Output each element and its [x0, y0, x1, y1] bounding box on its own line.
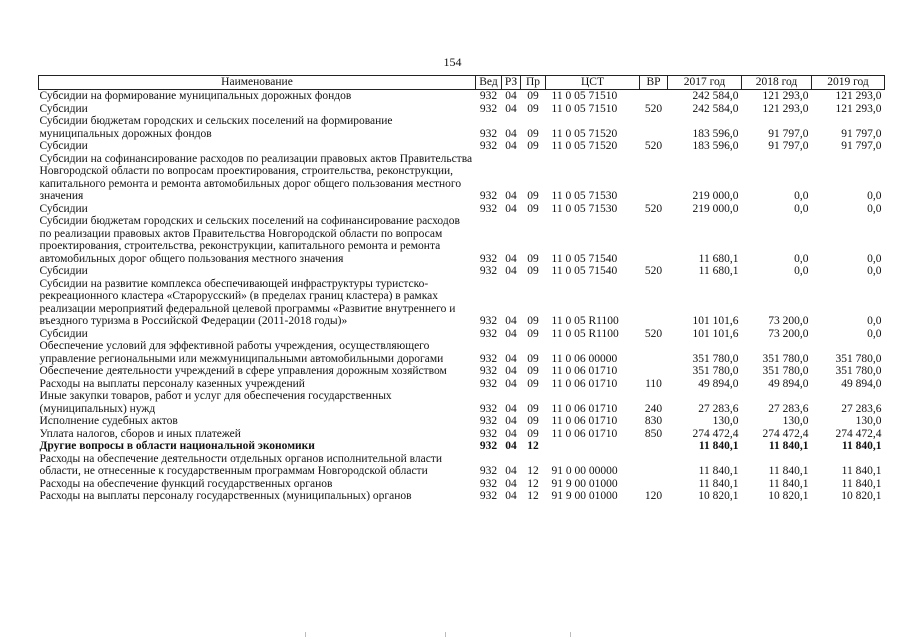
cell-2017: 11 680,1 — [698, 265, 739, 277]
cell-cst: 11 0 05 71530 — [551, 190, 618, 202]
table-row — [39, 453, 885, 478]
cell-pr: 09 — [527, 202, 539, 215]
cell-pr: 09 — [527, 365, 539, 377]
cell-vr: 240 — [644, 402, 663, 415]
table-row — [39, 265, 885, 278]
table-row — [39, 365, 885, 378]
cell-rz: 04 — [505, 127, 517, 140]
cell-2019: 0,0 — [867, 315, 882, 327]
cell-ved: 932 — [479, 477, 498, 490]
cell-cst: 11 0 05 71540 — [551, 252, 618, 265]
cell-vr — [640, 278, 668, 328]
cell-name: Субсидии бюджетам городских и сельских поселений на софинансирование расходов по реализации правовых актов Правительства Новгородской области по вопросам проектирования, строительства, реконструкции, капитального ремонта и ремонта автомобильных дорог общего пользования местного значения — [39, 215, 460, 265]
cell-vr: 520 — [644, 327, 663, 340]
cell-2017: 27 283,6 — [698, 402, 739, 415]
cell-ved: 932 — [479, 102, 498, 115]
table-row — [39, 140, 885, 153]
cell-2019: 121 293,0 — [835, 102, 882, 115]
cell-vr: 850 — [644, 427, 663, 440]
table-row — [39, 340, 885, 365]
cell-ved: 932 — [479, 427, 498, 440]
cell-2019: 130,0 — [855, 415, 882, 427]
cell-cst: 11 0 05 R1100 — [551, 327, 619, 340]
cell-ved: 932 — [479, 415, 498, 427]
cell-name: Расходы на выплаты персоналу государственных (муниципальных) органов — [39, 490, 412, 502]
table-row — [39, 215, 885, 265]
cell-rz: 04 — [505, 265, 517, 277]
cell-2018: 121 293,0 — [762, 90, 809, 102]
cell-vr: 520 — [644, 140, 663, 152]
column-header-ved: Вед — [476, 76, 502, 90]
cell-pr: 09 — [527, 140, 539, 152]
cell-pr: 09 — [527, 377, 539, 390]
cell-2017: 11 680,1 — [698, 252, 739, 265]
cell-2017: 219 000,0 — [692, 202, 739, 215]
cell-vr — [640, 340, 668, 365]
cell-2018: 91 797,0 — [768, 140, 809, 152]
cell-2017: 183 596,0 — [692, 140, 739, 152]
cell-pr: 12 — [527, 440, 539, 452]
cell-cst: 11 0 06 00000 — [551, 352, 618, 365]
cell-2019: 0,0 — [867, 202, 882, 215]
cell-name: Исполнение судебных актов — [39, 415, 178, 427]
column-header-rz: РЗ — [502, 76, 521, 90]
cell-2018: 73 200,0 — [768, 315, 809, 327]
table-row — [39, 490, 885, 503]
cell-2019: 11 840,1 — [841, 477, 882, 490]
cell-name: Субсидии — [39, 202, 88, 215]
cell-pr: 09 — [527, 127, 539, 140]
cell-name: Иные закупки товаров, работ и услуг для обеспечения государственных (муниципальных) нужд — [39, 390, 392, 415]
cell-vr — [640, 365, 668, 378]
cell-name: Обеспечение деятельности учреждений в сфере управления дорожным хозяйством — [39, 365, 447, 377]
table-row — [39, 478, 885, 491]
cell-2017: 10 820,1 — [698, 490, 739, 502]
cell-2019: 0,0 — [867, 190, 882, 202]
cell-rz: 04 — [505, 327, 517, 340]
column-header-cst: ЦСТ — [546, 76, 640, 90]
cell-vr: 520 — [644, 102, 663, 115]
cell-ved: 932 — [479, 252, 498, 265]
cell-vr: 520 — [644, 265, 663, 277]
cell-2018: 130,0 — [782, 415, 809, 427]
column-header-pr: Пр — [521, 76, 546, 90]
cell-2018: 351 780,0 — [762, 365, 809, 377]
column-header-name: Наименование — [39, 76, 476, 90]
cell-2017: 11 840,1 — [698, 477, 739, 490]
cell-2019: 10 820,1 — [841, 490, 882, 502]
cell-ved: 932 — [479, 402, 498, 415]
cell-2019: 0,0 — [867, 252, 882, 265]
cell-2019: 91 797,0 — [841, 127, 882, 140]
cell-name: Субсидии — [39, 327, 88, 340]
table-row — [39, 90, 885, 103]
cell-vr — [640, 153, 668, 203]
cell-pr: 09 — [527, 352, 539, 365]
cell-rz: 04 — [505, 252, 517, 265]
cell-pr: 12 — [527, 465, 539, 477]
cell-rz: 04 — [505, 490, 517, 502]
cell-2019: 91 797,0 — [841, 140, 882, 152]
column-header-2019: 2019 год — [812, 76, 885, 90]
cell-name: Расходы на обеспечение функций государственных органов — [39, 477, 333, 490]
cell-2017: 351 780,0 — [692, 352, 739, 365]
cell-2019: 0,0 — [867, 265, 882, 277]
cell-name: Расходы на выплаты персоналу казенных учреждений — [39, 377, 305, 390]
cell-2018: 274 472,4 — [762, 427, 809, 440]
cell-name: Субсидии на формирование муниципальных дорожных фондов — [39, 90, 352, 102]
cell-pr: 09 — [527, 190, 539, 202]
cell-cst: 91 9 00 01000 — [551, 477, 618, 490]
cell-vr — [640, 215, 668, 265]
cell-ved: 932 — [479, 202, 498, 215]
cell-cst: 11 0 05 71540 — [551, 265, 618, 277]
cell-2019: 274 472,4 — [835, 427, 882, 440]
cell-pr: 09 — [527, 415, 539, 427]
cell-rz: 04 — [505, 402, 517, 415]
cell-rz: 04 — [505, 202, 517, 215]
cell-2018: 351 780,0 — [762, 352, 809, 365]
cell-2019: 351 780,0 — [835, 352, 882, 365]
cell-vr — [640, 453, 668, 478]
cell-2019: 11 840,1 — [841, 465, 882, 477]
cell-2017: 274 472,4 — [692, 427, 739, 440]
cell-pr: 12 — [527, 490, 539, 502]
cell-ved: 932 — [479, 465, 498, 477]
cell-2018: 0,0 — [794, 202, 809, 215]
cell-2018: 121 293,0 — [762, 102, 809, 115]
cell-ved: 932 — [479, 352, 498, 365]
cell-2019: 11 840,1 — [841, 440, 882, 452]
cell-rz: 04 — [505, 365, 517, 377]
cell-vr: 120 — [644, 490, 663, 502]
cell-cst: 91 0 00 00000 — [551, 465, 618, 477]
cell-2018: 73 200,0 — [768, 327, 809, 340]
cell-2017: 101 101,6 — [692, 327, 739, 340]
cell-2018: 11 840,1 — [768, 440, 809, 452]
cell-rz: 04 — [505, 465, 517, 477]
cell-cst: 11 0 06 01710 — [551, 415, 618, 427]
cell-2019: 27 283,6 — [841, 402, 882, 415]
cell-pr: 09 — [527, 102, 539, 115]
cell-pr: 09 — [527, 265, 539, 277]
cell-2018: 0,0 — [794, 265, 809, 277]
cell-name: Расходы на обеспечение деятельности отдельных органов исполнительной власти области, не отнесенные к государственным программам Новгородской области — [39, 452, 443, 477]
table-row — [39, 415, 885, 428]
cell-pr: 09 — [527, 90, 539, 102]
cell-rz: 04 — [505, 140, 517, 152]
cell-2018: 11 840,1 — [768, 465, 809, 477]
cell-cst: 11 0 06 01710 — [551, 365, 618, 377]
cell-rz: 04 — [505, 190, 517, 202]
cell-rz: 04 — [505, 102, 517, 115]
table-row — [39, 328, 885, 341]
cell-2017: 183 596,0 — [692, 127, 739, 140]
cell-ved: 932 — [479, 265, 498, 277]
column-header-2018: 2018 год — [742, 76, 812, 90]
cell-2019: 49 894,0 — [841, 377, 882, 390]
table-row — [39, 428, 885, 441]
cell-cst: 91 9 00 01000 — [551, 490, 618, 502]
cell-ved: 932 — [479, 440, 498, 452]
cell-pr: 09 — [527, 402, 539, 415]
cell-ved: 932 — [479, 315, 498, 327]
cell-2017: 351 780,0 — [692, 365, 739, 377]
cell-cst: 11 0 05 71520 — [551, 127, 618, 140]
cell-name: Субсидии на развитие комплекса обеспечивающей инфраструктуры туристско-рекреационного кластера «Старорусский» (в пределах границ кластера) в рамках реализации мероприятий федеральной целевой программы «Развитие внутреннего и въездного туризма в Российской Федерации (2011-2018 годы)» — [39, 277, 456, 327]
cell-2019: 0,0 — [867, 327, 882, 340]
cell-2018: 10 820,1 — [768, 490, 809, 502]
cell-pr: 09 — [527, 327, 539, 340]
cell-name: Субсидии — [39, 140, 88, 152]
cell-2018: 0,0 — [794, 252, 809, 265]
cell-rz: 04 — [505, 90, 517, 102]
cell-ved: 932 — [479, 190, 498, 202]
cell-2017: 11 840,1 — [698, 440, 739, 452]
cell-ved: 932 — [479, 377, 498, 390]
cell-vr — [640, 90, 668, 103]
cell-ved: 932 — [479, 365, 498, 377]
cell-rz: 04 — [505, 377, 517, 390]
cell-vr — [640, 478, 668, 491]
table-row — [39, 378, 885, 391]
table-row — [39, 103, 885, 116]
cell-ved: 932 — [479, 127, 498, 140]
cell-ved: 932 — [479, 327, 498, 340]
cell-rz: 04 — [505, 352, 517, 365]
cell-vr — [640, 440, 668, 453]
cell-name: Субсидии — [39, 265, 88, 277]
cell-pr: 12 — [527, 477, 539, 490]
cell-2019: 351 780,0 — [835, 365, 882, 377]
cell-name: Другие вопросы в области национальной экономики — [39, 440, 315, 452]
cell-ved: 932 — [479, 490, 498, 502]
table-row — [39, 115, 885, 140]
cell-rz: 04 — [505, 427, 517, 440]
cell-2017: 11 840,1 — [698, 465, 739, 477]
cell-rz: 04 — [505, 315, 517, 327]
cell-name: Субсидии на софинансирование расходов по реализации правовых актов Правительства Новгородской области по вопросам проектирования, строительства, реконструкции, капитального ремонта и ремонта автомобильных дорог общего пользования местного значения — [39, 152, 473, 202]
page-number: 154 — [443, 55, 462, 69]
cell-2017: 101 101,6 — [692, 315, 739, 327]
cell-vr: 520 — [644, 202, 663, 215]
cell-2018: 0,0 — [794, 190, 809, 202]
table-header-row — [39, 76, 885, 90]
cell-name: Субсидии бюджетам городских и сельских поселений на формирование муниципальных дорожных фондов — [39, 115, 393, 140]
cell-pr: 09 — [527, 252, 539, 265]
table-row — [39, 203, 885, 216]
cell-cst: 11 0 06 01710 — [551, 377, 618, 390]
cell-rz: 04 — [505, 440, 517, 452]
cell-rz: 04 — [505, 477, 517, 490]
cell-cst: 11 0 05 71510 — [551, 102, 618, 115]
cell-cst: 11 0 05 71520 — [551, 140, 618, 152]
cell-2017: 49 894,0 — [698, 377, 739, 390]
column-header-2017: 2017 год — [668, 76, 742, 90]
cell-cst — [546, 440, 640, 453]
cell-2018: 91 797,0 — [768, 127, 809, 140]
cell-2019: 121 293,0 — [835, 90, 882, 102]
scan-edge-marks — [0, 632, 905, 640]
cell-2018: 49 894,0 — [768, 377, 809, 390]
cell-cst: 11 0 06 01710 — [551, 427, 618, 440]
cell-vr — [640, 115, 668, 140]
cell-cst: 11 0 06 01710 — [551, 402, 618, 415]
cell-vr: 110 — [645, 377, 662, 390]
table-row — [39, 153, 885, 203]
cell-2018: 11 840,1 — [768, 477, 809, 490]
budget-table — [38, 75, 885, 503]
cell-name: Обеспечение условий для эффективной работы учреждения, осуществляющего управление региональными или межмуниципальными автомобильными дорогами — [39, 340, 444, 365]
table-row — [39, 278, 885, 328]
cell-ved: 932 — [479, 140, 498, 152]
cell-2017: 130,0 — [712, 415, 739, 427]
cell-2017: 219 000,0 — [692, 190, 739, 202]
cell-cst: 11 0 05 71510 — [551, 90, 618, 102]
cell-2018: 27 283,6 — [768, 402, 809, 415]
cell-vr: 830 — [644, 415, 663, 427]
cell-pr: 09 — [527, 427, 539, 440]
table-row — [39, 390, 885, 415]
cell-pr: 09 — [527, 315, 539, 327]
cell-name: Субсидии — [39, 102, 88, 115]
cell-name: Уплата налогов, сборов и иных платежей — [39, 427, 241, 440]
cell-2017: 242 584,0 — [692, 102, 739, 115]
cell-rz: 04 — [505, 415, 517, 427]
table-row — [39, 440, 885, 453]
cell-2017: 242 584,0 — [692, 90, 739, 102]
cell-ved: 932 — [479, 90, 498, 102]
cell-cst: 11 0 05 R1100 — [551, 315, 619, 327]
cell-cst: 11 0 05 71530 — [551, 202, 618, 215]
column-header-vr: ВР — [640, 76, 668, 90]
